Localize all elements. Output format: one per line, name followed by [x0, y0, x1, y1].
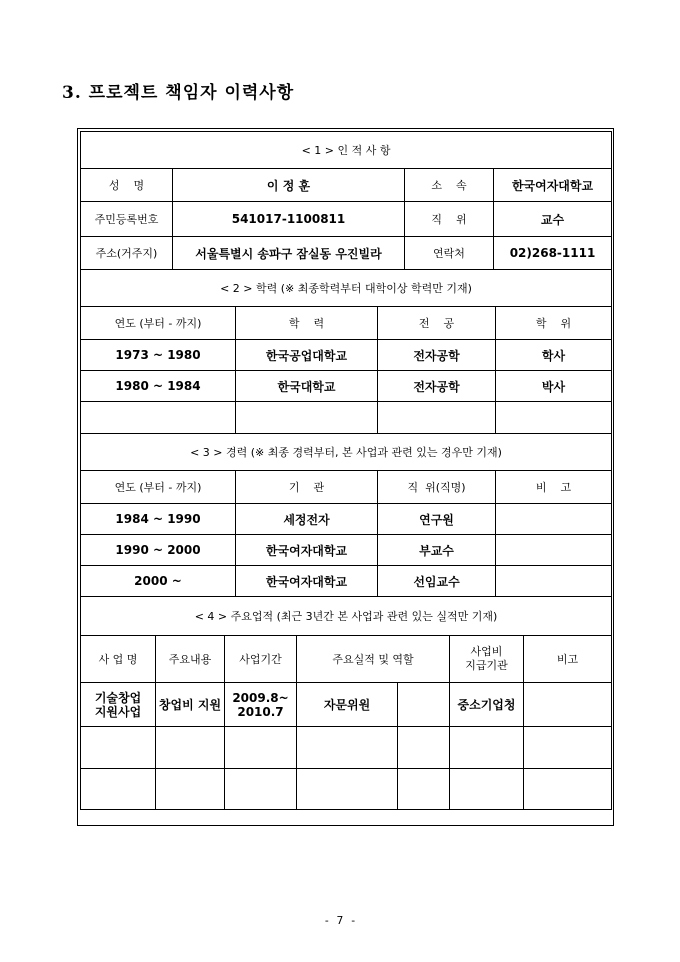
personal-info-table: [80, 131, 612, 270]
career-org: 세정전자: [236, 504, 378, 535]
contact-label: 연락처: [405, 237, 494, 270]
career-position: 부교수: [378, 535, 496, 566]
edu-school: 한국대학교: [236, 371, 378, 402]
ach-period: [225, 727, 297, 769]
ach-header-content: 주요내용: [156, 636, 225, 683]
table-row: [81, 535, 612, 566]
edu-header-years: 연도 (부터 - 까지): [81, 307, 236, 340]
edu-school: [236, 402, 378, 434]
ach-header-role: 주요실적 및 역할: [297, 636, 450, 683]
edu-years: 1980 ~ 1984: [81, 371, 236, 402]
edu-degree: [496, 402, 612, 434]
page-title: 3. 프로젝트 책임자 이력사항: [62, 83, 295, 103]
position-value: 교수: [494, 202, 612, 237]
section-2-heading: < 2 > 학력 (※ 최종학력부터 대학이상 학력만 기재): [81, 270, 612, 307]
ach-remarks: [524, 727, 612, 769]
ach-funder: [450, 727, 524, 769]
career-header-remarks: 비 고: [496, 471, 612, 504]
edu-degree: 박사: [496, 371, 612, 402]
id-number-label: 주민등록번호: [81, 202, 173, 237]
edu-major: 전자공학: [378, 340, 496, 371]
edu-header-school: 학 력: [236, 307, 378, 340]
edu-header-degree: 학 위: [496, 307, 612, 340]
ach-role: 자문위원: [297, 683, 398, 727]
table-row: [81, 769, 612, 810]
position-label: 직 위: [405, 202, 494, 237]
edu-years: [81, 402, 236, 434]
career-header-position: 직 위(직명): [378, 471, 496, 504]
table-row: [81, 371, 612, 402]
career-position: 연구원: [378, 504, 496, 535]
table-row: [81, 683, 612, 727]
table-row: [81, 340, 612, 371]
ach-project: [81, 769, 156, 810]
table-row: [81, 727, 612, 769]
ach-content: 창업비 지원: [156, 683, 225, 727]
career-remarks: [496, 504, 612, 535]
ach-role: [297, 727, 398, 769]
ach-header-remarks: 비고: [524, 636, 612, 683]
page-number: - 7 -: [323, 914, 357, 927]
section-3-heading: < 3 > 경력 (※ 최종 경력부터, 본 사업과 관련 있는 경우만 기재): [81, 434, 612, 471]
career-years: 1984 ~ 1990: [81, 504, 236, 535]
table-row: [81, 566, 612, 597]
edu-years: 1973 ~ 1980: [81, 340, 236, 371]
career-years: 2000 ~: [81, 566, 236, 597]
ach-role-extra: [398, 727, 450, 769]
ach-remarks: [524, 769, 612, 810]
affiliation-value: 한국여자대학교: [494, 169, 612, 202]
ach-content: [156, 769, 225, 810]
ach-remarks: [524, 683, 612, 727]
ach-period: 2009.8~ 2010.7: [225, 683, 297, 727]
ach-header-funder: 사업비 지급기관: [450, 636, 524, 683]
career-org: 한국여자대학교: [236, 535, 378, 566]
ach-project: [81, 727, 156, 769]
ach-funder: 중소기업청: [450, 683, 524, 727]
career-years: 1990 ~ 2000: [81, 535, 236, 566]
ach-role-extra: [398, 769, 450, 810]
career-header-years: 연도 (부터 - 까지): [81, 471, 236, 504]
address-value: 서울특별시 송파구 잠실동 우진빌라: [173, 237, 405, 270]
career-remarks: [496, 535, 612, 566]
affiliation-label: 소 속: [405, 169, 494, 202]
career-position: 선임교수: [378, 566, 496, 597]
career-header-org: 기 관: [236, 471, 378, 504]
ach-funder: [450, 769, 524, 810]
ach-content: [156, 727, 225, 769]
ach-role: [297, 769, 398, 810]
ach-header-project: 사 업 명: [81, 636, 156, 683]
career-org: 한국여자대학교: [236, 566, 378, 597]
achievements-table: [80, 596, 612, 810]
career-table: [80, 433, 612, 597]
contact-value: 02)268-1111: [494, 237, 612, 270]
id-number-value: 541017-1100811: [173, 202, 405, 237]
section-4-heading: < 4 > 주요업적 (최근 3년간 본 사업과 관련 있는 실적만 기재): [81, 597, 612, 636]
ach-period: [225, 769, 297, 810]
table-row: [81, 402, 612, 434]
table-row: [81, 504, 612, 535]
ach-project: 기술창업 지원사업: [81, 683, 156, 727]
career-remarks: [496, 566, 612, 597]
ach-role-extra: [398, 683, 450, 727]
edu-major: [378, 402, 496, 434]
address-label: 주소(거주지): [81, 237, 173, 270]
edu-school: 한국공업대학교: [236, 340, 378, 371]
edu-major: 전자공학: [378, 371, 496, 402]
name-value: 이 정 훈: [173, 169, 405, 202]
ach-header-period: 사업기간: [225, 636, 297, 683]
edu-degree: 학사: [496, 340, 612, 371]
name-label: 성 명: [81, 169, 173, 202]
resume-form: [80, 131, 611, 810]
education-table: [80, 269, 612, 434]
edu-header-major: 전 공: [378, 307, 496, 340]
section-1-heading: < 1 > 인 적 사 항: [81, 132, 612, 169]
